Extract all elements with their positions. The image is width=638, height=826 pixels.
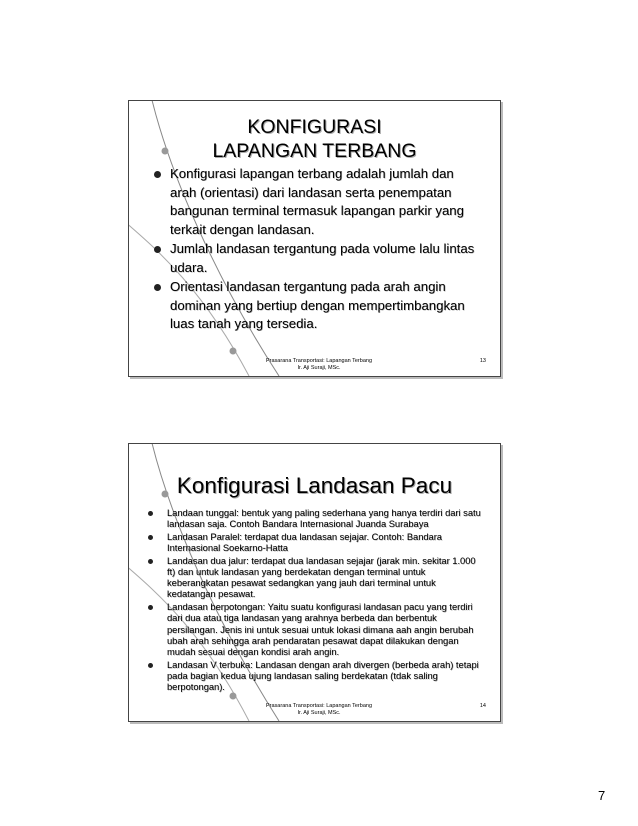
title-line: LAPANGAN TERBANG — [212, 140, 417, 162]
bullet-item: Landaan tunggal: bentuk yang paling sederhana yang hanya terdiri dari satu landasan saja. Contoh Bandara Internasional Juanda Surabaya — [143, 508, 485, 530]
bullet-item: Landasan dua jalur: terdapat dua landasan sejajar (jarak min. sekitar 1.000 ft) dan untuk landasan yang berdekatan dengan terminal untuk keberangkatan pesawat sedangkan yang jauh dari terminal untuk kedatangan pesawat. — [143, 556, 485, 601]
slide-title — [129, 115, 500, 163]
bullet-item: Landasan berpotongan: Yaitu suatu konfigurasi landasan pacu yang terdiri dari dua atau tiga landasan yang arahnya berbeda dan berbentuk persilangan. Jenis ini untuk sesuai untuk lokasi dimana aah angin berubah ubah arah sehingga arah pendaratan pesawat dapat dilakukan dengan mudah sesuai dengan kondisi arah angin. — [143, 602, 485, 658]
bullet-item: Landasan V terbuka: Landasan dengan arah divergen (berbeda arah) tetapi pada bagian kedua ujung landasan saling berdekatan (tdak saling berpotongan). — [143, 660, 485, 694]
bullet-item: Orientasi landasan tergantung pada arah angin dominan yang bertiup dengan mempertimbangkan luas tanah yang tersedia. — [151, 278, 481, 334]
slide-title — [129, 472, 500, 500]
footer-course: Prasarana Transportasi: Lapangan Terbang — [266, 703, 372, 709]
bullet-list — [151, 165, 481, 335]
footer-course: Prasarana Transportasi: Lapangan Terbang — [266, 358, 372, 364]
bullet-item: Landasan Paralel: terdapat dua landasan sejajar. Contoh: Bandara Internasional Soekarno-Hatta — [143, 532, 485, 554]
bullet-item: Konfigurasi lapangan terbang adalah jumlah dan arah (orientasi) dari landasan serta penempatan bangunan terminal termasuk lapangan parkir yang terkait dengan landasan. — [151, 165, 481, 239]
title-line: Konfigurasi Landasan Pacu — [176, 473, 453, 498]
slide-footer — [249, 358, 389, 372]
bullet-list — [143, 508, 485, 695]
slide-14 — [128, 443, 501, 722]
title-line: KONFIGURASI — [247, 116, 382, 138]
slide-number: 14 — [479, 703, 486, 709]
curve-node-icon — [230, 348, 237, 355]
footer-author: Ir. Aji Suraji, MSc. — [297, 365, 341, 371]
slide-number: 13 — [479, 358, 486, 364]
footer-author: Ir. Aji Suraji, MSc. — [297, 710, 341, 716]
bullet-item: Jumlah landasan tergantung pada volume lalu lintas udara. — [151, 240, 481, 277]
slide-13 — [128, 100, 501, 377]
page-number: 7 — [598, 788, 606, 803]
slide-footer — [249, 703, 389, 717]
